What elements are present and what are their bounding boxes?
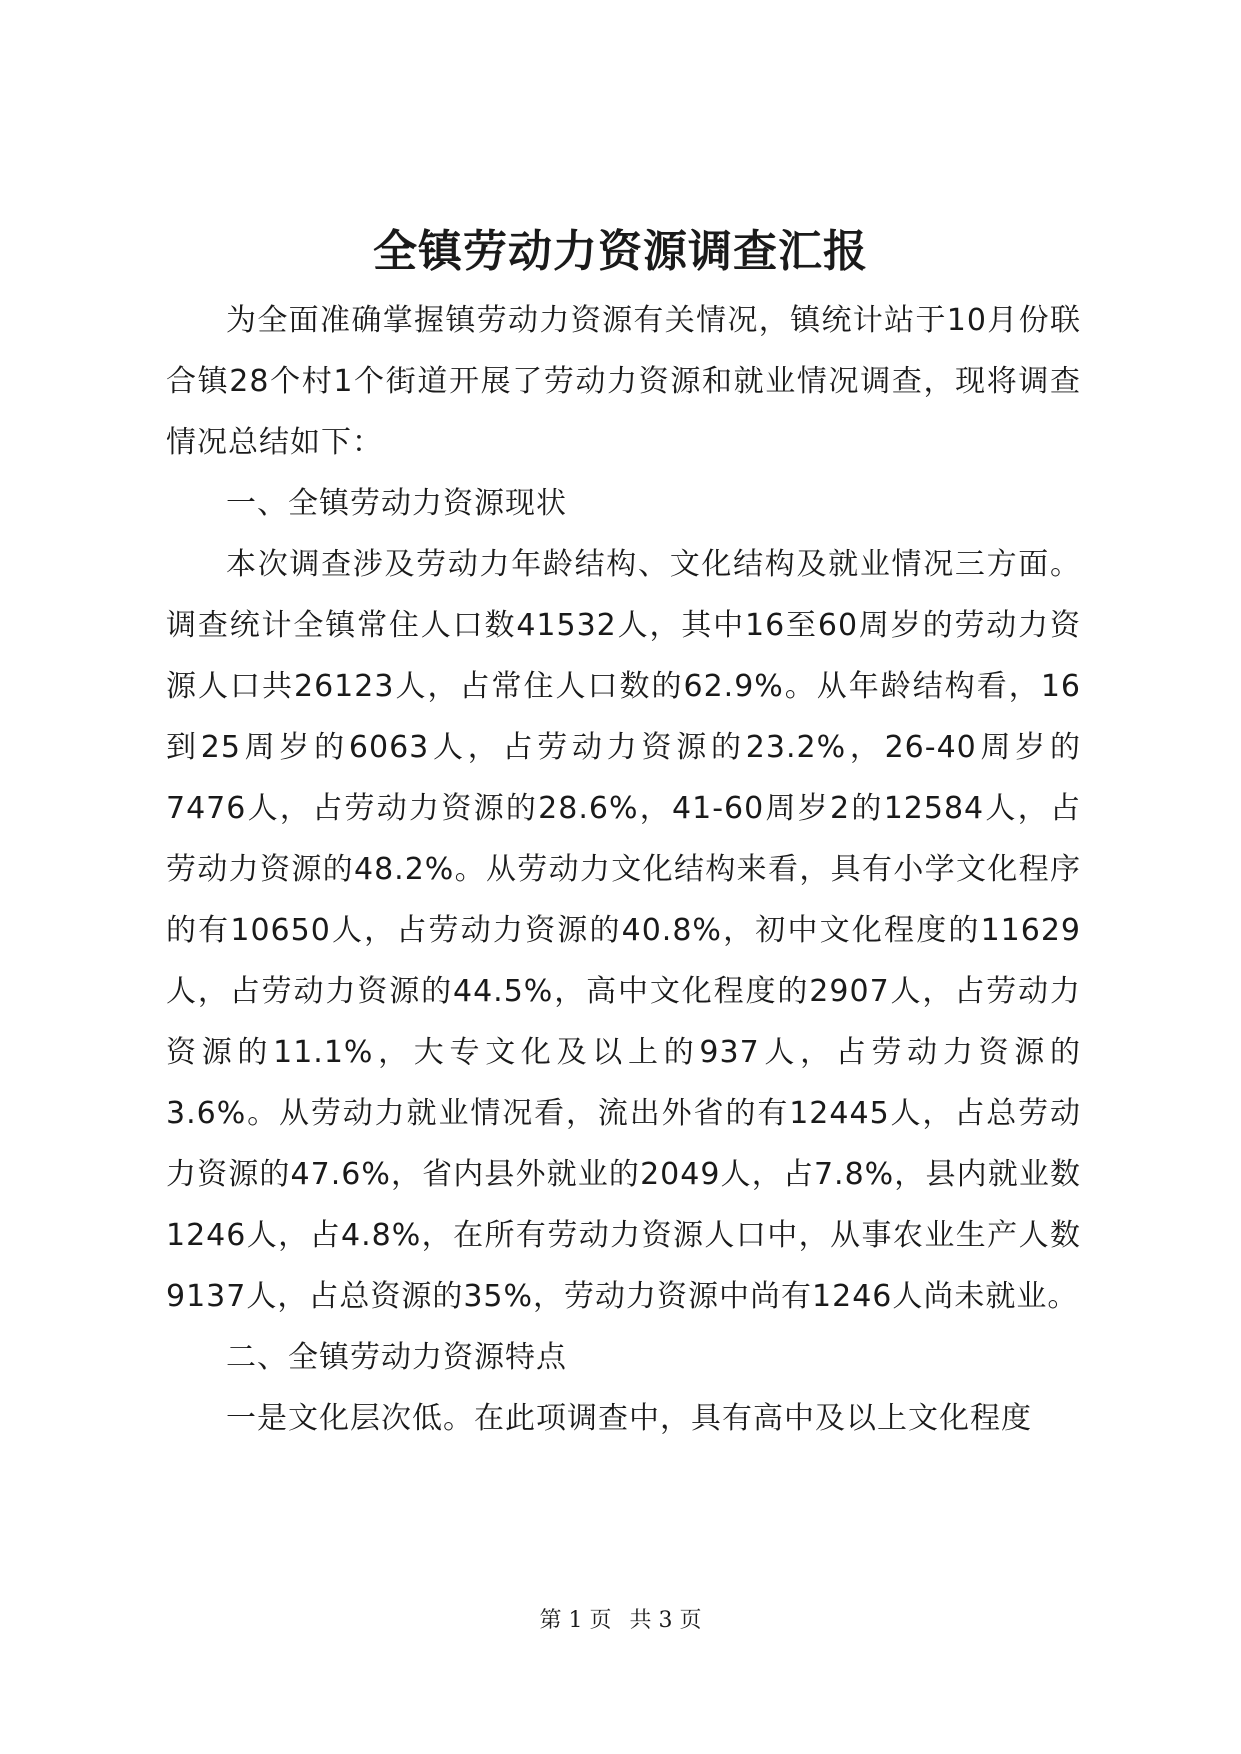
survey-paragraph: 本次调查涉及劳动力年龄结构、文化结构及就业情况三方面。调查统计全镇常住人口数41532人，其中16至60周岁的劳动力资源人口共26123人，占常住人口数的62.9%。从年龄结构看，16到25周岁的6063人，占劳动力资源的23.2%，26-40周岁的7476人，占劳动力资源的28.6%，41-60周岁2的12584人，占劳动力资源的48.2%。从劳动力文化结构来看，具有小学文化程序的有10650人，占劳动力资源的40.8%，初中文化程度的11629人，占劳动力资源的44.5%，高中文化程度的2907人，占劳动力资源的11.1%，大专文化及以上的937人，占劳动力资源的3.6%。从劳动力就业情况看，流出外省的有12445人，占总劳动力资源的47.6%，省内县外就业的2049人，占7.8%，县内就业数1246人，占4.8%，在所有劳动力资源人口中，从事农业生产人数9137人，占总资源的35%，劳动力资源中尚有1246人尚未就业。 — [166, 547, 1081, 1314]
intro-paragraph: 为全面准确掌握镇劳动力资源有关情况，镇统计站于10月份联合镇28个村1个街道开展了劳动力资源和就业情况调查，现将调查情况总结如下： — [166, 303, 1081, 460]
section-heading-1: 一、全镇劳动力资源现状 — [226, 486, 567, 521]
feature-paragraph: 一是文化层次低。在此项调查中，具有高中及以上文化程度 — [226, 1401, 1032, 1436]
page-number: 第 1 页 — [539, 1608, 612, 1633]
page-footer — [0, 1606, 1241, 1636]
document-body — [166, 290, 1081, 1449]
section-heading-2: 二、全镇劳动力资源特点 — [226, 1340, 567, 1375]
document-title: 全镇劳动力资源调查汇报 — [373, 226, 868, 277]
page-total: 共 3 页 — [629, 1608, 702, 1633]
